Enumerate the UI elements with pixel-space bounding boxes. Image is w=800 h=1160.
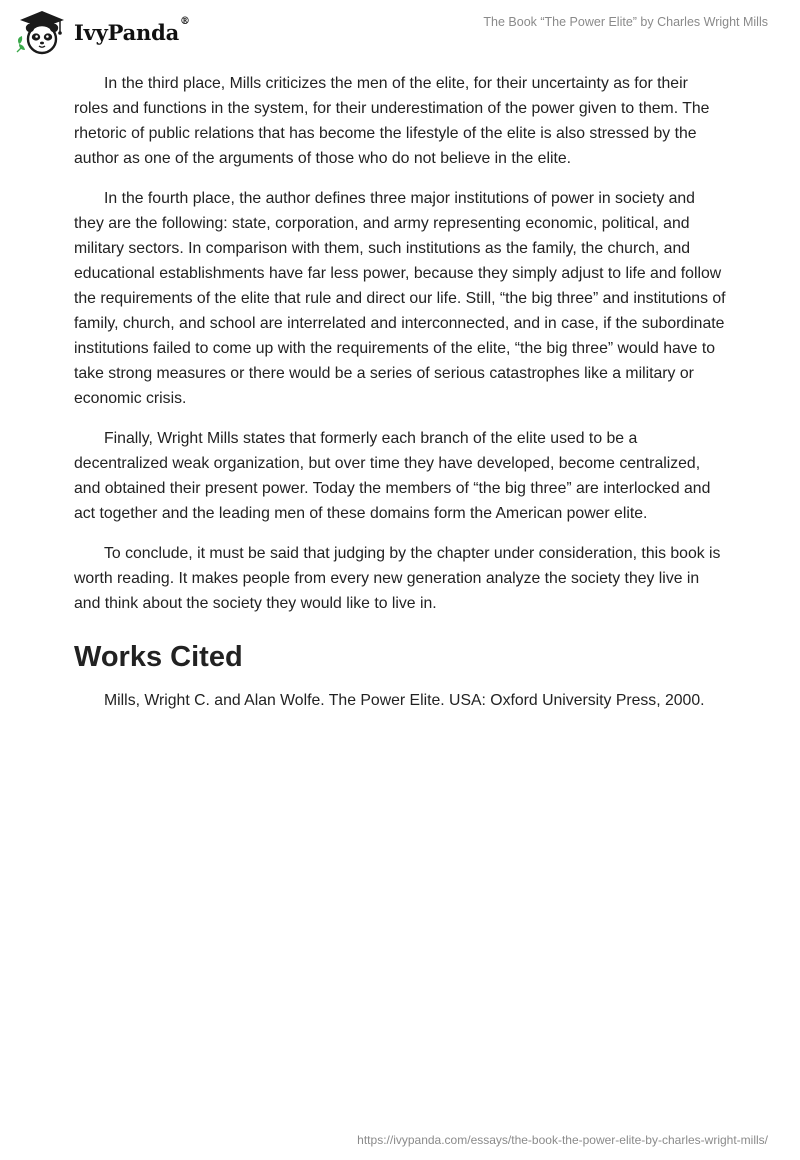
paragraph-conclusion: To conclude, it must be said that judging by the chapter under consideration, this book is worth reading. It makes people from every new generation analyze the society they live in and think about the society they would like to live in. <box>74 545 721 612</box>
works-cited-heading: Works Cited <box>74 641 243 673</box>
paragraph-finally: Finally, Wright Mills states that formerly each branch of the elite used to be a decentralized weak organization, but over time they have developed, become centralized, and obtained their present power. Today the members of “the big three” are interlocked and act together and the leading men of these domains form the American power elite. <box>74 430 711 522</box>
brand-name: IvyPanda® <box>74 15 190 45</box>
citation-entry: Mills, Wright C. and Alan Wolfe. The Power Elite. USA: Oxford University Press, 2000. <box>104 692 705 709</box>
ivypanda-logo[interactable] <box>14 8 190 56</box>
paragraph-third-place: In the third place, Mills criticizes the men of the elite, for their uncertainty as for their roles and functions in the system, for their underestimation of the power given to them. The rhetoric of public relations that has become the lifestyle of the elite is also stressed by the author as one of the arguments of those who do not believe in the elite. <box>74 75 710 167</box>
page-header <box>0 0 800 60</box>
registered-mark: ® <box>180 15 190 27</box>
paragraph-fourth-place: In the fourth place, the author defines three major institutions of power in society and they are the following: state, corporation, and army representing economic, political, and military sectors. In comparison with them, such institutions as the family, the church, and educational establishments have far less power, because they simply adjust to life and follow the requirements of the elite that rule and direct our life. Still, “the big three” and institutions of family, church, and school are interrelated and interconnected, and in case, if the subordinate institutions failed to come up with the requirements of the elite, “the big three” would have to take strong measures or there would be a series of serious catastrophes like a military or economic crisis. <box>74 190 726 407</box>
panda-graduate-icon <box>14 8 70 56</box>
essay-content <box>74 71 726 728</box>
document-title: The Book “The Power Elite” by Charles Wright Mills <box>483 15 768 29</box>
source-url[interactable]: https://ivypanda.com/essays/the-book-the-power-elite-by-charles-wright-mills/ <box>357 1133 768 1147</box>
